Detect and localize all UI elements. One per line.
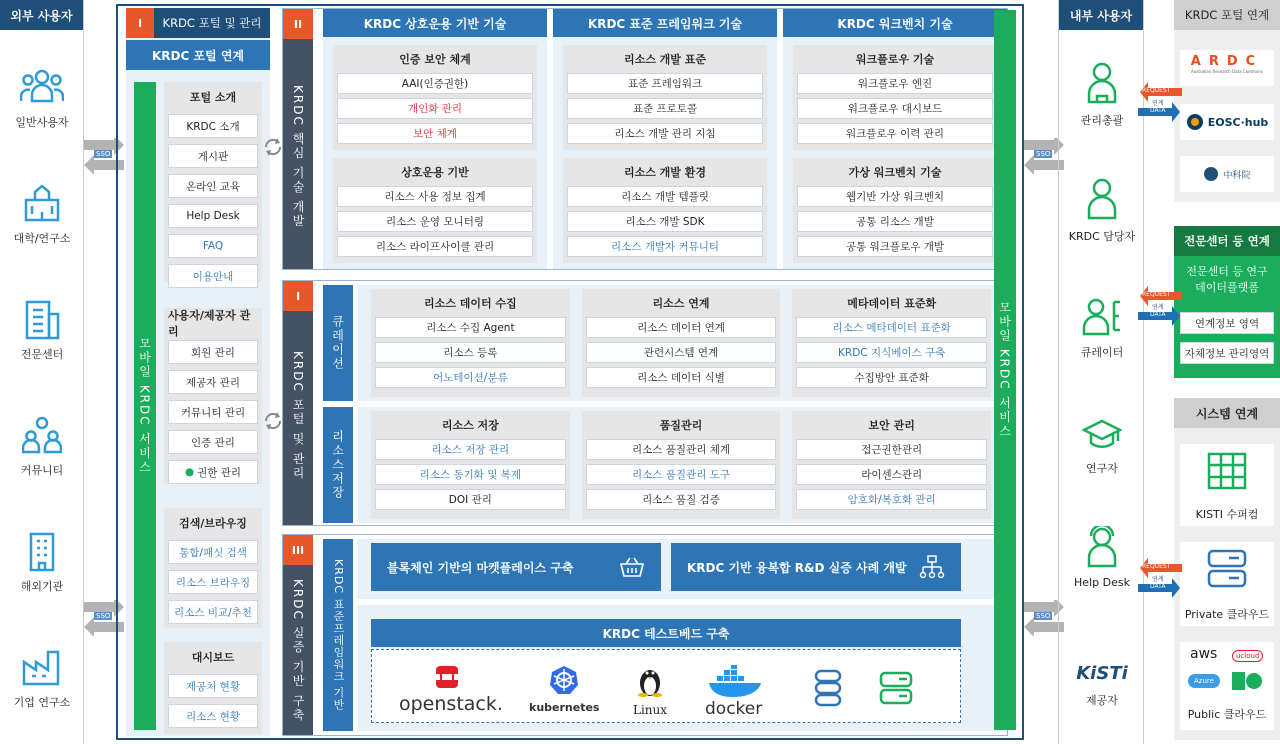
testbed-title: KRDC 테스트베드 구축 [371, 619, 961, 647]
portal-menu-item[interactable]: KRDC 소개 [168, 114, 258, 138]
internal-user-item[interactable] [1059, 408, 1145, 476]
portal-menu-item[interactable]: 온라인 교육 [168, 174, 258, 198]
portal-group-head: 사용자/제공자 관리 [168, 309, 251, 338]
core-item[interactable]: 웹기반 가상 워크벤치 [797, 186, 993, 207]
link-label: 연계 [1152, 304, 1164, 311]
ucloud-logo: ucloud [1232, 650, 1263, 662]
external-user-label: 일반사용자 [15, 116, 69, 129]
external-user-item[interactable] [0, 416, 84, 478]
center-link-item: 자체정보 관리영역 [1180, 342, 1274, 364]
kubernetes-label: kubernetes [529, 701, 600, 714]
server-icon [879, 671, 913, 708]
resource-item[interactable]: 리소스 등록 [375, 342, 566, 363]
demo-vtitle2: KRDC 표준프레임워크 기반 [332, 558, 345, 711]
storage-label: 리소스저장 [330, 430, 345, 500]
internal-user-item[interactable] [1059, 176, 1145, 244]
sync-icon [262, 136, 284, 161]
resource-group [371, 289, 570, 397]
resource-item[interactable]: KRDC 지식베이스 구축 [796, 342, 987, 363]
request-data-arrows [1138, 284, 1182, 328]
resource-item[interactable]: 라이센스관리 [796, 464, 987, 485]
portal-title: KRDC 포털 및 관리 [154, 8, 270, 38]
core-item[interactable]: 리소스 사용 정보 집계 [337, 186, 533, 207]
center-link-panel [1174, 226, 1280, 378]
portal-menu-item[interactable]: 리소스 비교/추천 [168, 600, 258, 624]
resource-item[interactable]: 암호화/복호화 관리 [796, 489, 987, 510]
internal-user-item[interactable] [1059, 60, 1145, 128]
core-item[interactable]: 리소스 라이프사이클 관리 [337, 236, 533, 257]
green-cloud-icon [1232, 672, 1262, 690]
mobile-bar-left [134, 82, 156, 730]
sync-icon [262, 410, 284, 435]
docker-logo [703, 665, 773, 719]
resource-group-head: 메타데이터 표준화 [847, 297, 937, 310]
internal-user-label: 연구자 [1086, 462, 1118, 475]
sso-label: SSO [96, 150, 111, 158]
community-icon [0, 416, 84, 456]
grad-icon [1059, 408, 1145, 452]
portalmgmt-section [282, 280, 1008, 526]
sso-label: SSO [1036, 612, 1051, 620]
core-item[interactable]: 표준 프로토콜 [567, 98, 763, 119]
portal-group-head: 대시보드 [191, 651, 235, 664]
core-item[interactable]: 보안 체계 [337, 123, 533, 144]
external-user-item[interactable] [0, 300, 84, 362]
demo-num: III [283, 535, 313, 565]
portal-column [126, 8, 270, 736]
person2-icon [1059, 176, 1145, 220]
external-user-label: 커뮤니티 [20, 464, 64, 477]
request-label: REQUEST [1142, 563, 1171, 570]
public-cloud-label: Public 클라우드 [1187, 708, 1267, 721]
factory-icon [0, 648, 84, 688]
resource-item[interactable]: 리소스 품질관리 도구 [586, 464, 777, 485]
core-group-head: 상호운용 기반 [401, 166, 469, 179]
internal-user-label: 제공자 [1086, 694, 1118, 707]
portal-group-head: 검색/브라우징 [179, 517, 247, 530]
resource-item[interactable]: 리소스 데이터 식별 [586, 367, 777, 388]
external-user-item[interactable] [0, 184, 84, 246]
portal-link-panel [1174, 0, 1280, 202]
portal-group [164, 82, 262, 282]
core-item[interactable]: 리소스 개발 관리 지침 [567, 123, 763, 144]
mobile-bar-right [994, 10, 1016, 730]
core-item[interactable]: AAI(인증권한) [337, 73, 533, 94]
building-icon [0, 184, 84, 224]
resource-item[interactable]: 리소스 품질 검증 [586, 489, 777, 510]
resource-group-head: 리소스 연계 [652, 297, 710, 310]
resource-item[interactable]: 리소스 수집 Agent [375, 317, 566, 338]
core-group [333, 45, 537, 150]
core-group-head: 인증 보안 체계 [399, 53, 471, 66]
link-label: 연계 [1152, 100, 1164, 107]
resource-item[interactable]: 리소스 데이터 연계 [586, 317, 777, 338]
core-column-title: KRDC 상호운용 기반 기술 [323, 9, 547, 37]
internal-users-title: 내부 사용자 [1059, 0, 1143, 30]
portal-num: I [126, 8, 154, 38]
office-icon [0, 300, 84, 340]
center-link-item: 연계정보 영역 [1180, 312, 1274, 334]
resource-group-head: 보안 관리 [868, 419, 915, 432]
eosc-label: EOSC·hub [1207, 115, 1269, 129]
resource-item[interactable]: 관련시스템 연계 [586, 342, 777, 363]
core-column [553, 9, 777, 269]
curation-label: 큐레이션 [330, 315, 345, 371]
resource-item[interactable]: 리소스 품질관리 체계 [586, 439, 777, 460]
private-cloud-card [1180, 542, 1274, 626]
external-user-item[interactable] [0, 68, 84, 130]
resource-group-head: 리소스 데이터 수집 [424, 297, 517, 310]
core-group [793, 158, 997, 263]
system-link-panel [1174, 398, 1280, 740]
network-icon [919, 555, 945, 579]
internal-user-item[interactable] [1059, 524, 1145, 589]
core-item[interactable]: 리소스 개발 SDK [567, 211, 763, 232]
ardc-logo [1180, 50, 1274, 86]
database-icon [813, 669, 843, 710]
eosc-logo [1180, 104, 1274, 140]
core-column-title: KRDC 워크벤치 기술 [783, 9, 1007, 37]
mobile-bar-right-label: 모바일 KRDC 서비스 [997, 301, 1012, 439]
helpdesk-icon [1059, 524, 1145, 568]
group-icon [0, 68, 84, 108]
external-user-label: 전문센터 [20, 348, 64, 361]
external-user-item[interactable] [0, 648, 84, 710]
portal-group [164, 642, 262, 734]
sso-label: SSO [1036, 150, 1051, 158]
request-data-arrows [1138, 556, 1182, 600]
core-num: II [283, 9, 313, 39]
portal-menu-item[interactable]: ● 권한 관리 [168, 460, 258, 484]
core-vtitle: KRDC 핵심 기술 개발 [291, 85, 305, 229]
resource-item[interactable]: 수집방안 표준화 [796, 367, 987, 388]
cas-label: 中科院 [1223, 170, 1251, 181]
resource-group-head: 품질관리 [659, 419, 703, 432]
core-item[interactable]: 리소스 운영 모니터링 [337, 211, 533, 232]
pm-vtitle: KRDC 포털 및 관리 [291, 351, 305, 481]
core-column-title: KRDC 표준 프레임워크 기술 [553, 9, 777, 37]
core-item[interactable]: 리소스 개발 템플릿 [567, 186, 763, 207]
center-link-title: 전문센터 등 연계 [1174, 226, 1280, 256]
ardc-label: ARDC [1190, 54, 1264, 69]
internal-user-label: KRDC 담당자 [1068, 230, 1136, 243]
portal-menu-item[interactable]: 리소스 브라우징 [168, 570, 258, 594]
resource-item[interactable]: 접근권한관리 [796, 439, 987, 460]
portal-menu-item[interactable]: 인증 관리 [168, 430, 258, 454]
curator-icon [1059, 292, 1145, 336]
core-item[interactable]: 워크플로우 이력 관리 [797, 123, 993, 144]
core-group [793, 45, 997, 150]
portal-menu-item[interactable]: Help Desk [168, 204, 258, 228]
link-label: 연계 [1152, 576, 1164, 583]
openstack-logo [399, 665, 509, 719]
request-label: REQUEST [1142, 291, 1171, 298]
data-label: DATA [1150, 583, 1166, 590]
external-users-panel [0, 0, 84, 744]
linux-label: Linux [633, 703, 668, 717]
portal-menu-item[interactable]: 통합/패싯 검색 [168, 540, 258, 564]
internal-user-item[interactable] [1059, 292, 1145, 360]
basket-icon [619, 556, 645, 578]
resource-item[interactable]: 어노테이션/분류 [375, 367, 566, 388]
portal-menu-item[interactable]: 커뮤니티 관리 [168, 400, 258, 424]
core-group [563, 45, 767, 150]
tower-icon [0, 532, 84, 572]
resource-group [371, 411, 570, 519]
core-column [323, 9, 547, 269]
external-user-label: 기업 연구소 [13, 696, 71, 709]
core-item[interactable]: 워크플로우 대시보드 [797, 98, 993, 119]
rnd-button[interactable] [671, 543, 961, 591]
core-item[interactable]: 표준 프레임워크 [567, 73, 763, 94]
core-item[interactable]: 워크플로우 엔진 [797, 73, 993, 94]
cas-logo [1180, 156, 1274, 192]
marketplace-label: 블록체인 기반의 마켓플레이스 구축 [387, 560, 574, 575]
sso-label: SSO [96, 612, 111, 620]
internal-users-panel [1058, 0, 1144, 744]
external-user-label: 해외기관 [20, 580, 64, 593]
request-data-arrows [1138, 80, 1182, 124]
resource-group [582, 289, 781, 397]
supercomputer-icon [1207, 452, 1247, 490]
resource-item[interactable]: 리소스 저장 관리 [375, 439, 566, 460]
supercomputer-card [1180, 444, 1274, 526]
core-group-head: 워크플로우 기술 [855, 53, 935, 66]
portal-menu-item[interactable]: 리소스 현황 [168, 704, 258, 728]
demo-section [282, 534, 1008, 736]
external-user-label: 대학/연구소 [13, 232, 71, 245]
core-section [282, 8, 1008, 270]
core-group-head: 리소스 개발 환경 [623, 166, 707, 179]
portal-link-title: KRDC 포털 연계 [126, 40, 270, 70]
internal-user-label: 관리총괄 [1080, 114, 1124, 127]
marketplace-button[interactable] [371, 543, 661, 591]
portal-menu-item[interactable]: FAQ [168, 234, 258, 258]
core-item[interactable]: 공통 워크플로우 개발 [797, 236, 993, 257]
core-item[interactable]: 개인화 관리 [337, 98, 533, 119]
center-link-body: 전문센터 등 연구데이터플랫폼 [1186, 265, 1268, 294]
core-group [563, 158, 767, 263]
private-cloud-icon [1207, 548, 1247, 590]
internal-user-item[interactable] [1059, 640, 1145, 708]
portal-group [164, 308, 262, 484]
rnd-label: KRDC 기반 융복합 R&D 실증 사례 개발 [687, 560, 907, 575]
core-item[interactable]: 공통 리소스 개발 [797, 211, 993, 232]
public-cloud-card [1180, 642, 1274, 730]
core-group [333, 158, 537, 263]
kisti-icon [1059, 640, 1145, 684]
external-users-title: 외부 사용자 [0, 0, 83, 30]
resource-item[interactable]: DOI 관리 [375, 489, 566, 510]
resource-group-head: 리소스 저장 [441, 419, 499, 432]
aws-logo: aws [1190, 646, 1218, 662]
ardc-sub: Australian Research Data Commons [1190, 69, 1264, 74]
private-cloud-label: Private 클라우드 [1184, 608, 1270, 621]
resource-item[interactable]: 리소스 메타데이터 표준화 [796, 317, 987, 338]
portal-link-panel-title: KRDC 포털 연계 [1174, 0, 1280, 30]
core-item[interactable]: 리소스 개발자 커뮤니티 [567, 236, 763, 257]
linux-logo [627, 665, 677, 719]
resource-item[interactable]: 리소스 동기화 및 복제 [375, 464, 566, 485]
azure-logo: Azure [1188, 674, 1220, 688]
openstack-label: openstack. [399, 693, 503, 715]
internal-user-label: Help Desk [1074, 576, 1130, 589]
portal-menu-item[interactable]: 이용안내 [168, 264, 258, 288]
core-group-head: 가상 워크벤치 기술 [848, 166, 942, 179]
kubernetes-logo [527, 665, 607, 719]
resource-group [792, 411, 991, 519]
portal-menu-item[interactable]: 제공자 관리 [168, 370, 258, 394]
core-group-head: 리소스 개발 표준 [623, 53, 707, 66]
pm-num: I [283, 281, 313, 311]
docker-label: docker [705, 699, 763, 719]
resource-group [792, 289, 991, 397]
resource-group [582, 411, 781, 519]
demo-vtitle: KRDC 실증 기반 구축 [291, 579, 305, 723]
lock-icon: ● [184, 466, 195, 478]
portal-menu-item[interactable]: 회원 관리 [168, 340, 258, 364]
mobile-bar-label: 모바일 KRDC 서비스 [137, 337, 152, 475]
data-label: DATA [1150, 107, 1166, 114]
portal-group-head: 포털 소개 [189, 91, 237, 104]
data-label: DATA [1150, 311, 1166, 318]
external-user-item[interactable] [0, 532, 84, 594]
portal-menu-item[interactable]: 게시판 [168, 144, 258, 168]
core-column [783, 9, 1007, 269]
kisti-logo-text: KiSTi [1076, 663, 1128, 684]
system-link-title: 시스템 연계 [1174, 398, 1280, 428]
portal-menu-item[interactable]: 제공처 현황 [168, 674, 258, 698]
person-icon [1059, 60, 1145, 104]
request-label: REQUEST [1142, 87, 1171, 94]
supercomputer-label: KISTI 수퍼컴 [1195, 508, 1259, 521]
internal-user-label: 큐레이터 [1080, 346, 1124, 359]
portal-group [164, 508, 262, 628]
